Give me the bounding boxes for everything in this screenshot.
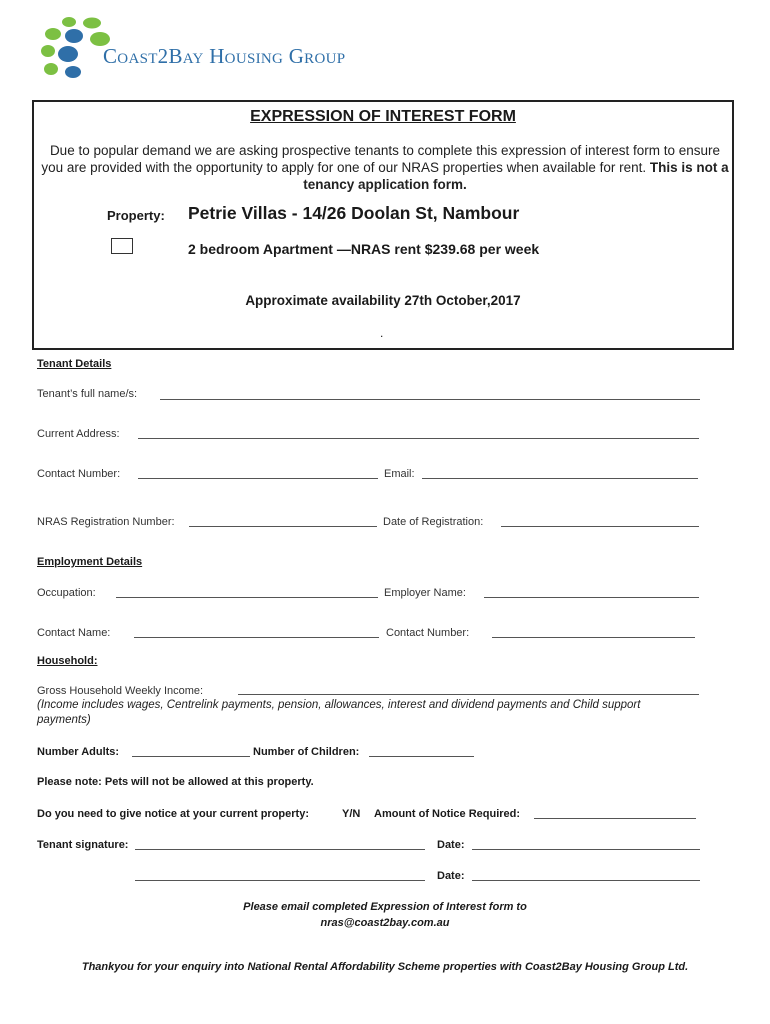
email-field[interactable] <box>422 478 698 479</box>
income-label: Gross Household Weekly Income: <box>37 685 204 697</box>
nras-registration-label: NRAS Registration Number: <box>37 516 175 528</box>
date-field-1[interactable] <box>472 849 700 850</box>
adults-label: Number Adults: <box>37 746 120 758</box>
email-address[interactable]: nras@coast2bay.com.au <box>320 917 450 929</box>
date-field-2[interactable] <box>472 880 700 881</box>
date-label-1: Date: <box>437 839 465 851</box>
adults-field[interactable] <box>132 756 250 757</box>
full-name-label: Tenant’s full name/s: <box>37 388 138 400</box>
yes-no-option: Y/N <box>342 808 361 820</box>
apartment-description: 2 bedroom Apartment —NRAS rent $239.68 per week <box>188 241 540 257</box>
employer-name-field[interactable] <box>484 597 699 598</box>
employment-details-heading: Employment Details <box>37 556 143 568</box>
children-label: Number of Children: <box>253 746 360 758</box>
email-line: Please email completed Expression of Interest form to <box>243 901 527 913</box>
notice-question: Do you need to give notice at your current property: <box>37 808 309 820</box>
property-value: Petrie Villas - 14/26 Doolan St, Nambour <box>188 203 520 223</box>
occupation-field[interactable] <box>116 597 378 598</box>
intro-body: Due to popular demand we are asking prospective tenants to complete this expression of interest form to ensure you are provided with the opportunity to apply for one of our NRAS properties when available for rent. <box>41 143 721 175</box>
intro-bold: This is not a tenancy application form. <box>303 160 729 192</box>
employment-contact-name-label: Contact Name: <box>37 627 111 639</box>
property-label: Property: <box>107 208 165 223</box>
income-note: (Income includes wages, Centrelink payments, pension, allowances, interest and dividend payments and Child support payments) <box>37 699 641 726</box>
notice-amount-field[interactable] <box>534 818 696 819</box>
children-field[interactable] <box>369 756 474 757</box>
address-label: Current Address: <box>37 428 120 440</box>
email-label: Email: <box>384 468 415 480</box>
household-heading: Household: <box>37 655 98 667</box>
date-label-2: Date: <box>437 870 465 882</box>
intro-text <box>40 142 730 193</box>
second-signature-field[interactable] <box>135 880 425 881</box>
pets-note: Please note: Pets will not be allowed at this property. <box>37 776 314 788</box>
income-field[interactable] <box>238 694 699 695</box>
employment-contact-name-field[interactable] <box>134 637 379 638</box>
contact-number-label: Contact Number: <box>37 468 121 480</box>
employment-contact-number-label: Contact Number: <box>386 627 470 639</box>
availability-text: Approximate availability 27th October,2017 <box>245 293 521 308</box>
full-name-field[interactable] <box>160 399 700 400</box>
form-title: EXPRESSION OF INTEREST FORM <box>250 108 516 125</box>
occupation-label: Occupation: <box>37 587 96 599</box>
thank-you-note: Thankyou for your enquiry into National Rental Affordability Scheme properties with Coast2Bay Housing Group Ltd. <box>81 961 689 973</box>
date-of-registration-label: Date of Registration: <box>383 516 484 528</box>
employment-contact-number-field[interactable] <box>492 637 695 638</box>
notice-amount-label: Amount of Notice Required: <box>374 808 521 820</box>
address-field[interactable] <box>138 438 699 439</box>
email-instructions <box>0 899 770 931</box>
tenant-signature-field[interactable] <box>135 849 425 850</box>
box-dot: . <box>380 326 384 340</box>
employer-name-label: Employer Name: <box>384 587 466 599</box>
date-of-registration-field[interactable] <box>501 526 699 527</box>
tenant-signature-label: Tenant signature: <box>37 839 129 851</box>
property-checkbox[interactable] <box>111 238 133 254</box>
nras-registration-field[interactable] <box>189 526 377 527</box>
org-name: Coast2Bay Housing Group <box>103 44 346 68</box>
tenant-details-heading: Tenant Details <box>37 358 112 370</box>
contact-number-field[interactable] <box>138 478 378 479</box>
intro-box <box>32 100 734 350</box>
